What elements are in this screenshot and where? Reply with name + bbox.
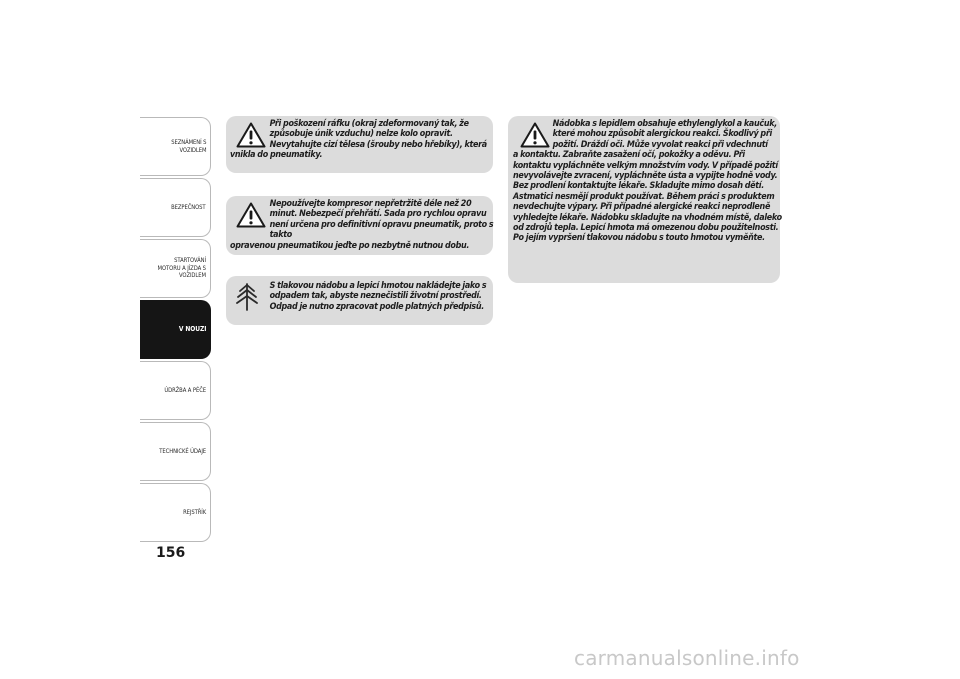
note-lead: Nádobka s lepidlem obsahuje ethylenglykol a kaučuk, které mohou způsobit alergickou reakci. Škodlivý při požití. Dráždí oči. Může vyvolat reakci při vdechnutí bbox=[552, 119, 777, 150]
tab-label: SEZNÁMENÍ S VOZIDLEM bbox=[170, 139, 206, 154]
note-lead: Při poškození ráfku (okraj zdeformovaný tak, že způsobuje únik vzduchu) nelze kolo opravit. Nevytahujte cizí tělesa (šrouby nebo hřebíky), která bbox=[269, 119, 487, 150]
note-text bbox=[230, 281, 494, 312]
note-text bbox=[230, 199, 494, 251]
tab-v-nouzi[interactable] bbox=[140, 300, 211, 359]
note-text bbox=[230, 119, 494, 161]
tab-label: TECHNICKÉ ÚDAJE bbox=[159, 447, 206, 455]
note-tail: opravenou pneumatikou jeďte po nezbytně nutnou dobu. bbox=[230, 240, 470, 251]
tab-label: REJSTŘÍK bbox=[182, 508, 206, 516]
warning-note-rim-damage bbox=[226, 116, 493, 173]
tab-seznameni-s-vozidlem[interactable] bbox=[140, 117, 211, 176]
tab-label: V NOUZI bbox=[178, 324, 206, 333]
warning-note-compressor bbox=[226, 196, 493, 255]
note-tail: a kontaktu. Zabraňte zasažení očí, pokožky a oděvu. Při kontaktu vypláchněte velkým množstvím vody. V případě požití nevyvolávejte zvracení, vypláchněte ústa a vypijte hodně vody. Bez prodlení kontaktujte lékaře. Skladujte mimo dosah dětí. Astmatici nesmějí produkt používat. Během práci s produktem nevdechujte výpary. Při případné alergické reakci neprodleně vyhledejte lékaře. Nádobku skladujte na vhodném místě, daleko od zdrojů tepla. Lepicí hmota má omezenou dobu použitelnosti. Po jejím vypršení tlakovou nádobu s touto hmotou vyměňte. bbox=[513, 150, 782, 244]
watermark: carmanualsonline.info bbox=[574, 646, 800, 670]
tab-startovani-motoru[interactable] bbox=[140, 239, 211, 298]
tab-rejstrik[interactable] bbox=[140, 483, 211, 542]
tab-label: STARTOVÁNÍ MOTORU A JÍZDA S VOZIDLEM bbox=[157, 257, 206, 280]
tab-bezpecnost[interactable] bbox=[140, 178, 211, 237]
tab-udrzba-a-pece[interactable] bbox=[140, 361, 211, 420]
page-number: 156 bbox=[156, 545, 186, 561]
tab-technicke-udaje[interactable] bbox=[140, 422, 211, 481]
note-lead: Nepoužívejte kompresor nepřetržitě déle než 20 minut. Nebezpečí přehřátí. Sada pro rychlou opravu není určena pro definitivní opravu pneumatik, proto s takto bbox=[269, 199, 494, 241]
note-tail: vnikla do pneumatiky. bbox=[230, 150, 323, 161]
chapter-tabs bbox=[140, 117, 211, 544]
note-text bbox=[513, 119, 782, 244]
environment-note-disposal bbox=[226, 276, 493, 325]
tab-label: BEZPEČNOST bbox=[171, 203, 206, 211]
note-lead: S tlakovou nádobu a lepicí hmotou nakládejte jako s odpadem tak, abyste neznečistili životní prostředí. Odpad je nutno zpracovat podle platných předpisů. bbox=[269, 281, 487, 312]
tab-label: ÚDRŽBA A PÉČE bbox=[164, 386, 206, 394]
warning-note-sealant-hazard bbox=[508, 116, 780, 283]
